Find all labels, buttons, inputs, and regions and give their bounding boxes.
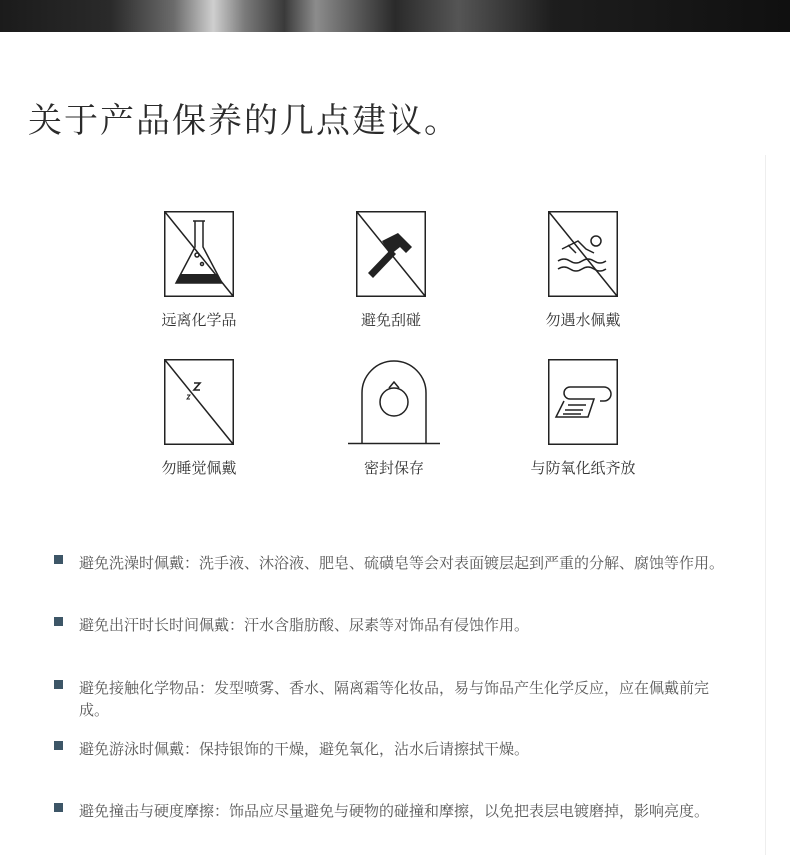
divider-line	[765, 155, 766, 855]
bullet-square-icon	[54, 555, 63, 564]
anti-oxidation-paper-icon	[548, 359, 618, 445]
icon-label: 避免刮碰	[360, 311, 421, 329]
icon-label: 远离化学品	[161, 311, 237, 329]
bullet-square-icon	[54, 617, 63, 626]
icon-label: 勿睡觉佩戴	[161, 459, 237, 477]
bullet-square-icon	[54, 803, 63, 812]
sealed-storage-ring-icon	[348, 359, 440, 445]
bullet-square-icon	[54, 680, 63, 689]
icon-label: 与防氧化纸齐放	[530, 459, 636, 477]
care-tip-text: 避免游泳时佩戴：保持银饰的干燥，避免氧化，沾水后请擦拭干燥。	[79, 740, 530, 758]
no-sleep-moon-icon	[164, 359, 234, 445]
care-tip-text: 避免撞击与硬度摩擦：饰品应尽量避免与硬物的碰撞和摩擦，以免把表层电镀磨掉，影响亮度。	[79, 802, 710, 820]
care-tip-text: 避免洗澡时佩戴：洗手液、沐浴液、肥皂、硫磺皂等会对表面镀层起到严重的分解、腐蚀等作用。	[79, 554, 725, 572]
no-impact-hammer-icon	[356, 211, 426, 297]
product-photo-banner	[0, 0, 790, 32]
icon-label: 密封保存	[363, 459, 424, 477]
no-chemicals-flask-icon	[164, 211, 234, 297]
care-tip-text: 避免接触化学物品：发型喷雾、香水、隔离霜等化妆品，易与饰品产生化学反应，应在佩戴前完成。	[79, 679, 710, 719]
care-tip-text: 避免出汗时长时间佩戴：汗水含脂肪酸、尿素等对饰品有侵蚀作用。	[79, 616, 530, 634]
bullet-square-icon	[54, 741, 63, 750]
no-water-swimming-icon	[548, 211, 618, 297]
icon-label: 勿遇水佩戴	[545, 311, 621, 329]
page-title: 关于产品保养的几点建议。	[28, 101, 460, 141]
